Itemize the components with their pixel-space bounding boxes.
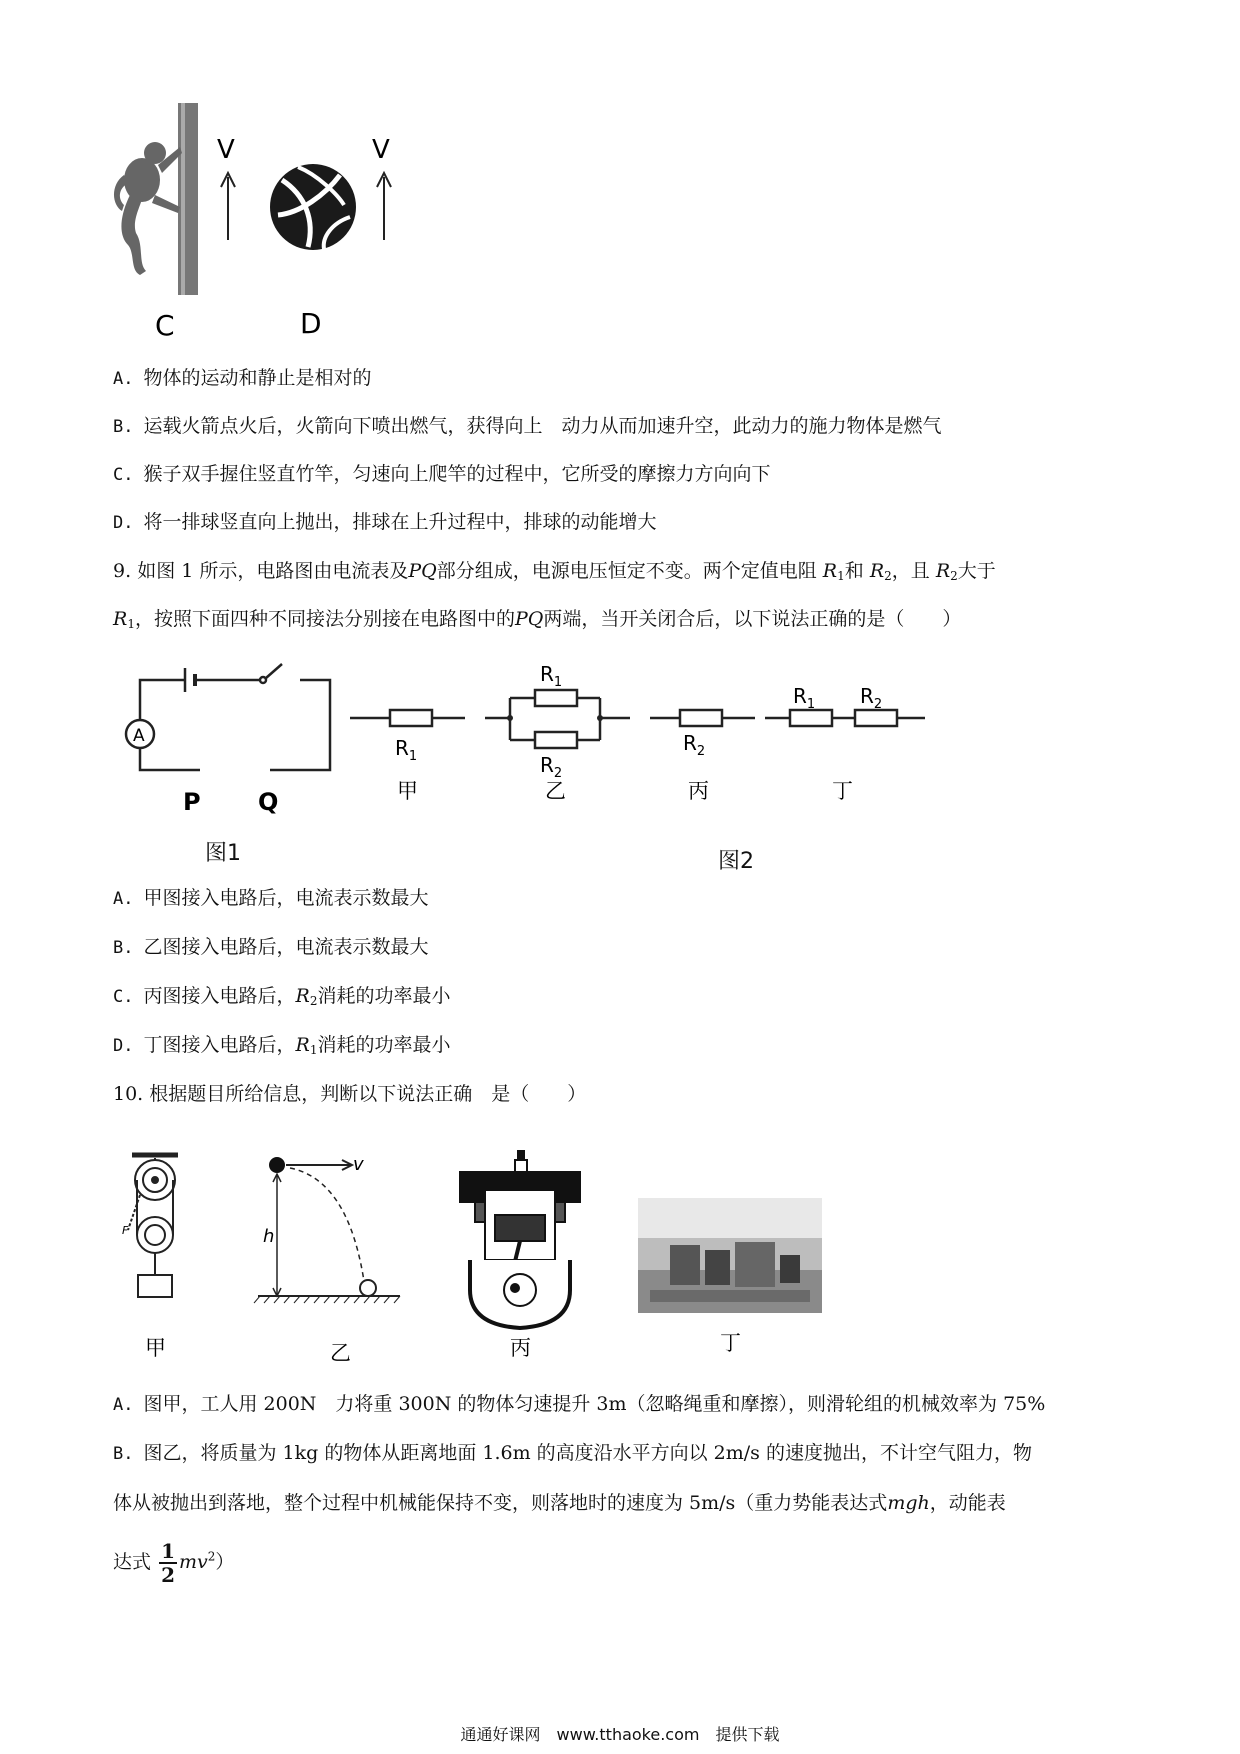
svg-text:v: v (353, 1154, 364, 1175)
fig-label-ding: 丁 (720, 1331, 741, 1355)
velocity-label-c: V (217, 135, 235, 165)
q10-stem: 10. 根据题目所给信息，判断以下说法正确 是（ ） (113, 1083, 587, 1105)
q10-option-b-line3: 达式 $\frac{1}{2}$ $mv^2$） (113, 1539, 235, 1587)
svg-text:R2: $R_2$ (683, 731, 706, 759)
circuit-figure-1 (110, 660, 340, 820)
q9-option-c: C. 丙图接入电路后，$R_2$消耗的功率最小 (113, 985, 451, 1008)
fig-label-bing: 丙 (510, 1336, 531, 1360)
q8-option-c: C. 猴子双手握住竖直竹竿，匀速向上爬竿的过程中，它所受的摩擦力方向向下 (113, 463, 771, 485)
q10-option-b-line1: B. 图乙，将质量为 1kg 的物体从距离地面 1.6m 的高度沿水平方向以 2m/s 的速度抛出，不计空气阻力，物 (113, 1442, 1032, 1464)
svg-text:R1: $R_1$ (395, 736, 418, 764)
engine-cylinder-image (460, 1150, 580, 1328)
fig-label-yi: 乙 (330, 1341, 351, 1365)
svg-text:R1: $R_1$ (540, 665, 563, 690)
velocity-label-d: V (372, 135, 390, 165)
figure-cd (100, 95, 460, 345)
q9-option-a: A. 甲图接入电路后，电流表示数最大 (113, 887, 429, 909)
monkey-image (114, 142, 182, 275)
fig-label-jia: 甲 (145, 1336, 166, 1360)
q10-option-a: A. 图甲，工人用 200N 力将重 300N 的物体匀速提升 3m（忽略绳重和摩擦），则滑轮组的机械效率为 75% (113, 1393, 1046, 1415)
terminal-p-label: P (183, 788, 201, 816)
page-footer: 通通好课网 www.tthaoke.com 提供下载 (460, 1725, 780, 1744)
circuit-label-jia: 甲 (397, 779, 418, 803)
volleyball-image (270, 164, 356, 250)
q10-figures (110, 1150, 940, 1370)
circuit-label-bing: 丙 (688, 779, 709, 803)
circuit-figure-2 (345, 665, 945, 825)
q8-option-b: B. 运载火箭点火后，火箭向下喷出燃气，获得向上 动力从而加速升空，此动力的施力物体是燃气 (113, 415, 942, 437)
q10-option-b-line2: 体从被抛出到落地，整个过程中机械能保持不变，则落地时的速度为 5m/s（重力势能表达式mgh，动能表 (113, 1492, 1006, 1514)
q9-stem-line2: $R_1$，按照下面四种不同接法分别接在电路图中的PQ两端，当开关闭合后，以下说法正确的是（ ） (113, 608, 962, 631)
svg-text:R2: $R_2$ (540, 753, 563, 781)
q9-stem-line1: 9. 如图 1 所示，电路图由电流表及PQ部分组成，电源电压恒定不变。两个定值电阻 $R_1$和 $R_2$，且 $R_2$大于 (113, 560, 996, 583)
projectile-diagram (254, 1157, 400, 1303)
q9-option-b: B. 乙图接入电路后，电流表示数最大 (113, 936, 429, 958)
circuit-label-ding: 丁 (832, 779, 853, 803)
figure-1-caption: 图1 (205, 841, 241, 866)
fraction-one-half: $\frac{1}{2}$ (161, 1539, 175, 1587)
pulley-image (128, 1155, 178, 1297)
q8-option-d: D. 将一排球竖直向上抛出，排球在上升过程中，排球的动能增大 (113, 511, 657, 533)
svg-text:R2: $R_2$ (860, 684, 883, 712)
power-plant-photo (638, 1198, 822, 1313)
svg-text:A: A (133, 726, 145, 746)
figure-label-d: D (300, 307, 322, 340)
svg-text:R1: $R_1$ (793, 684, 816, 712)
figure-label-c: C (155, 309, 175, 342)
q8-option-a: A. 物体的运动和静止是相对的 (113, 367, 372, 389)
svg-text:F: F (122, 1224, 129, 1237)
terminal-q-label: Q (258, 788, 279, 816)
svg-text:h: h (263, 1226, 275, 1247)
circuit-label-yi: 乙 (545, 779, 566, 803)
figure-2-caption: 图2 (718, 849, 754, 874)
q9-option-d: D. 丁图接入电路后，$R_1$消耗的功率最小 (113, 1034, 451, 1057)
